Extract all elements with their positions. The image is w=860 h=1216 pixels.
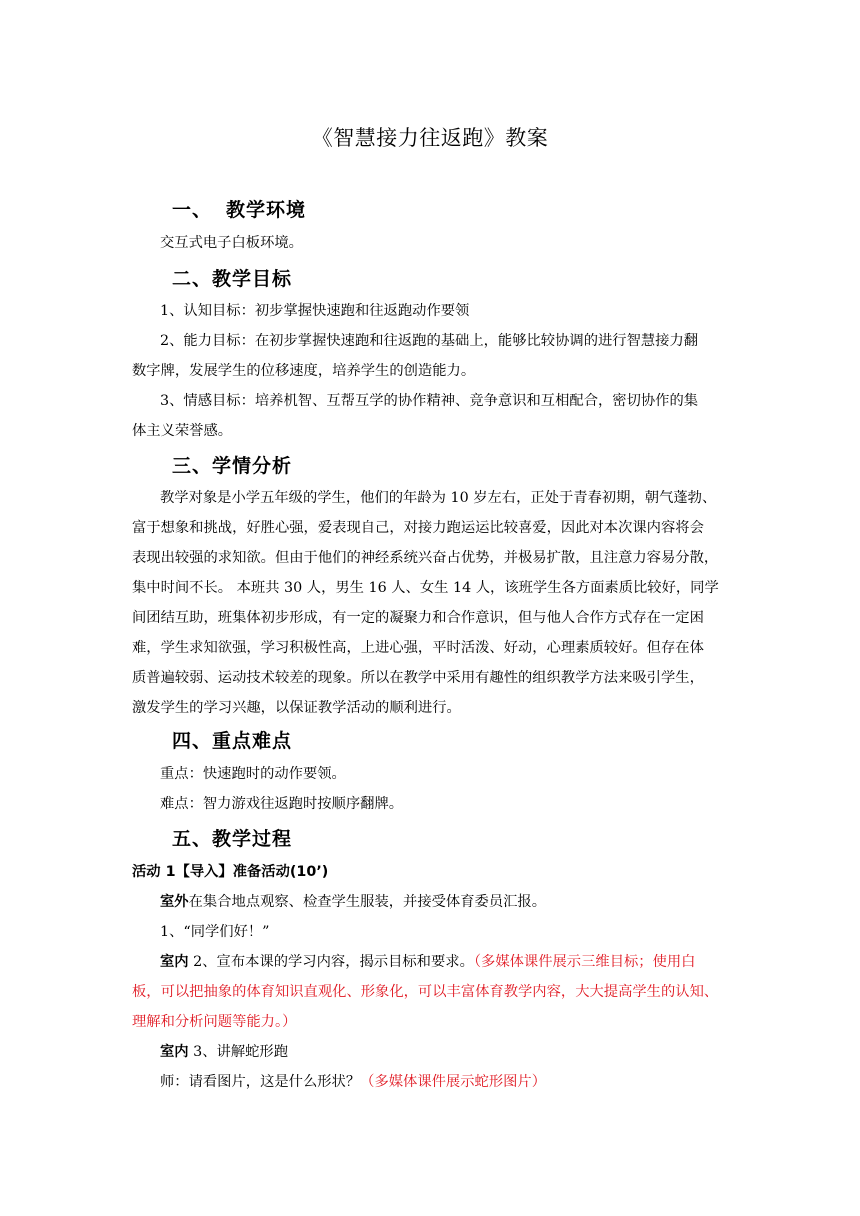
section-1-title: 教学环境 xyxy=(226,199,307,221)
section-5-body xyxy=(132,857,732,1097)
analysis-line: 难，学生求知欲强，学习积极性高，上进心强，平时活泼、好动，心理素质较好。但存在体 xyxy=(132,640,704,656)
indoor-label: 室内 xyxy=(160,1044,189,1060)
section-3-body xyxy=(132,483,732,723)
teacher-text: 师：请看图片，这是什么形状？ xyxy=(160,1074,361,1090)
analysis-line: 表现出较强的求知欲。但由于他们的神经系统兴奋占优势，并极易扩散，且注意力容易分散， xyxy=(132,550,719,566)
section-4-body xyxy=(132,759,732,819)
indoor-text: 2、宣布本课的学习内容，揭示目标和要求。 xyxy=(188,954,474,970)
section-2-body xyxy=(132,296,732,446)
indoor-label: 室内 xyxy=(160,954,189,970)
section-3-heading: 三、学情分析 xyxy=(172,455,293,477)
teacher-line xyxy=(132,1067,732,1097)
section-1-text xyxy=(132,228,732,258)
analysis-line: 教学对象是小学五年级的学生，他们的年龄为 10 岁左右，正处于青春初期，朝气蓬勃、 xyxy=(160,490,717,506)
analysis-line: 激发学生的学习兴趣，以保证教学活动的顺利进行。 xyxy=(132,700,461,716)
analysis-line: 富于想象和挑战，好胜心强，爱表现自己，对接力跑运运比较喜爱，因此对本次课内容将会 xyxy=(132,520,704,536)
key-point: 重点：快速跑时的动作要领。 xyxy=(160,766,346,782)
analysis-line: 质普遍较弱、运动技术较差的现象。所以在教学中采用有趣性的组织教学方法来吸引学生， xyxy=(132,670,704,686)
indoor-line-1 xyxy=(132,947,732,977)
document-title: 《智慧接力往返跑》教案 xyxy=(311,126,549,150)
section-4-heading: 四、重点难点 xyxy=(172,730,293,752)
section-5-heading: 五、教学过程 xyxy=(172,828,293,850)
goal-line: 3、情感目标：培养机智、互帮互学的协作精神、竞争意识和互相配合，密切协作的集 xyxy=(160,393,699,409)
analysis-line: 集中时间不长。 本班共 30 人，男生 16 人、女生 14 人，该班学生各方面素质比较好，同学 xyxy=(132,580,719,596)
indoor-line-2 xyxy=(132,1037,732,1067)
multimedia-note-line: 理解和分析问题等能力。） xyxy=(132,1014,297,1030)
analysis-line: 间团结互助，班集体初步形成，有一定的凝聚力和合作意识，但与他人合作方式存在一定困 xyxy=(132,610,704,626)
greeting-line: 1、“同学们好！” xyxy=(160,924,270,940)
multimedia-note: （多媒体课件展示三维目标；使用白 xyxy=(473,954,696,970)
outdoor-text: 在集合地点观察、检查学生服装，并接受体育委员汇报。 xyxy=(188,894,547,910)
section-1-line: 交互式电子白板环境。 xyxy=(160,235,303,251)
activity-heading: 活动 1【导入】准备活动(10’) xyxy=(132,864,329,880)
section-1-number: 一、 xyxy=(172,199,213,221)
difficulty-point: 难点：智力游戏往返跑时按顺序翻牌。 xyxy=(160,796,404,812)
section-1-heading xyxy=(172,195,306,222)
multimedia-note-line: 板，可以把抽象的体育知识直观化、形象化，可以丰富体育教学内容，大大提高学生的认知、 xyxy=(132,984,719,1000)
goal-line: 体主义荣誉感。 xyxy=(132,423,233,439)
indoor-text: 3、讲解蛇形跑 xyxy=(188,1044,289,1060)
goal-line: 2、能力目标：在初步掌握快速跑和往返跑的基础上，能够比较协调的进行智慧接力翻 xyxy=(160,333,699,349)
outdoor-label: 室外 xyxy=(160,894,189,910)
goal-line: 数字牌，发展学生的位移速度，培养学生的创造能力。 xyxy=(132,363,476,379)
multimedia-note: （多媒体课件展示蛇形图片） xyxy=(360,1074,547,1090)
goal-line: 1、认知目标：初步掌握快速跑和往返跑动作要领 xyxy=(160,303,470,319)
outdoor-line xyxy=(132,887,732,917)
section-2-heading: 二、教学目标 xyxy=(172,268,293,290)
